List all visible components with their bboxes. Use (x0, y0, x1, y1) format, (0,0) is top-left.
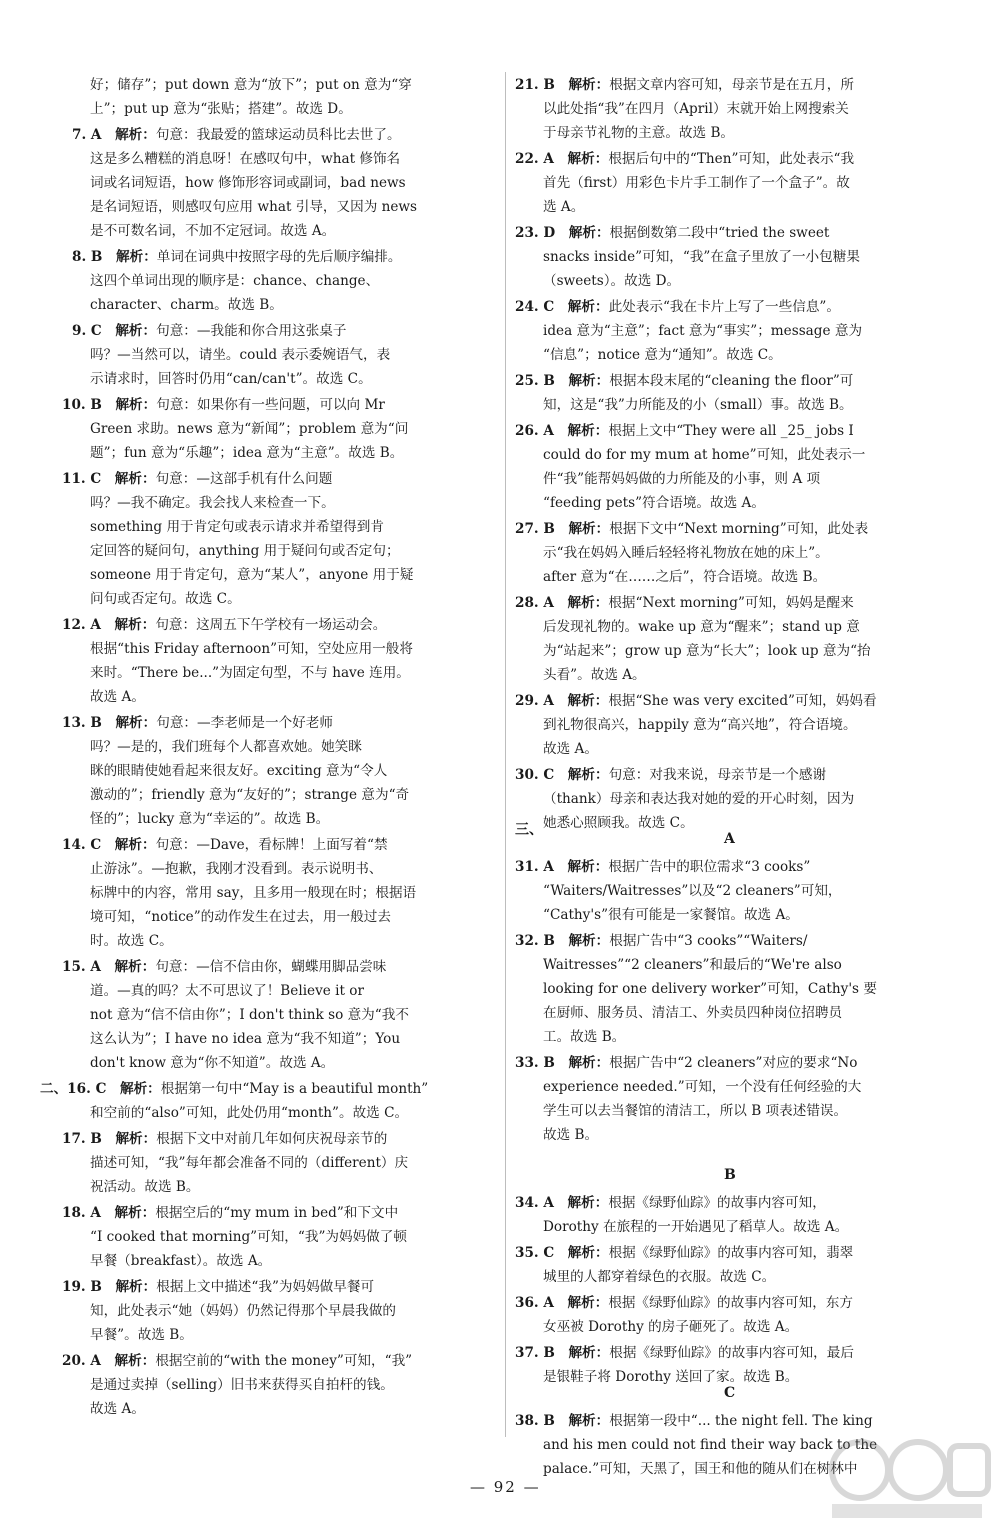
analysis-label: 解析： (567, 151, 609, 167)
line-text: 词或名词短语，how 修饰形容词或副词，bad news (90, 175, 406, 191)
question-number: 27. B (515, 521, 555, 537)
text-line (62, 1277, 374, 1297)
line-text: palace.”可知，天黑了，国王和他的随从们在树林中 (543, 1461, 858, 1477)
analysis-label: 解析： (115, 397, 157, 413)
line-text: 根据上文中“They were all _25_ jobs I (608, 423, 854, 439)
line-text: 选 A。 (543, 199, 585, 215)
line-text: 根据广告中的职位需求“3 cooks” (608, 859, 811, 875)
text-line (62, 615, 386, 635)
analysis-label: 解析： (114, 1205, 156, 1221)
line-text: 根据第一句中“May is a beautiful month” (160, 1081, 429, 1097)
question-number: 26. A (515, 423, 554, 439)
question-number: 29. A (515, 693, 554, 709)
text-line (90, 859, 382, 879)
analysis-label: 解析： (114, 617, 156, 633)
analysis-label: 解析： (568, 373, 610, 389)
question-number: 10. B (62, 397, 102, 413)
line-text: 知，这是“我”力所能及的小（small）事。故选 B。 (543, 397, 853, 413)
question-number: 20. A (62, 1353, 101, 1369)
question-number: 25. B (515, 373, 555, 389)
text-line (62, 957, 386, 977)
text-line (90, 443, 403, 463)
line-text: 女巫被 Dorothy 的房子砸死了。故选 A。 (543, 1319, 799, 1335)
text-line (90, 809, 329, 829)
line-text: 句意：这周五下午学校有一场运动会。 (155, 617, 387, 633)
text-line (543, 1267, 775, 1287)
analysis-label: 解析： (567, 595, 609, 611)
line-text: 这四个单词出现的顺序是：chance、change、 (90, 273, 380, 289)
line-text: 这是多么糟糕的消息呀！在感叹句中，what 修饰名 (90, 151, 401, 167)
text-line (515, 1293, 853, 1313)
analysis-label: 解析： (115, 127, 156, 143)
text-line (90, 541, 400, 561)
text-line (90, 1103, 408, 1123)
analysis-label: 解析： (568, 1055, 610, 1071)
analysis-label: 解析： (568, 933, 610, 949)
line-text: 根据“She was very excited”可知，妈妈看 (608, 693, 877, 709)
line-text: 件“我”能帮妈妈做的力所能及的小事，则 A 项 (543, 471, 821, 487)
text-line (543, 813, 694, 833)
text-line (90, 931, 173, 951)
text-line (72, 125, 401, 145)
text-line (90, 419, 408, 439)
text-line (90, 1227, 407, 1247)
text-line (90, 1053, 334, 1073)
text-line (90, 75, 412, 95)
text-line (543, 1125, 598, 1145)
text-line (90, 761, 387, 781)
line-text: 句意：如果你有一些问题，可以向 Mr (156, 397, 385, 413)
text-line (90, 883, 416, 903)
text-line (543, 445, 865, 465)
line-text: 早餐（breakfast）。故选 A。 (90, 1253, 272, 1269)
text-line (62, 1203, 398, 1223)
question-number: 19. B (62, 1279, 102, 1295)
line-text: 以此处指“我”在四月（April）末就开始上网搜索关 (543, 101, 849, 117)
line-text: 句意：—这部手机有什么问题 (155, 471, 333, 487)
section-three-marker: 三、 (515, 822, 543, 838)
text-line (543, 99, 849, 119)
text-line (90, 197, 417, 217)
text-line (543, 955, 842, 975)
line-text: Green 求助。news 意为“新闻”；problem 意为“问 (90, 421, 409, 437)
line-text: 是银鞋子将 Dorothy 送回了家。故选 B。 (543, 1369, 799, 1385)
line-text: something 用于肯定句或表示请求并希望得到肯 (90, 519, 384, 535)
line-text: 工。故选 B。 (543, 1029, 626, 1045)
text-line (62, 469, 332, 489)
line-text: snacks inside”可知，“我”在盒子里放了一小包糖果 (543, 249, 860, 265)
analysis-label: 解析： (567, 299, 609, 315)
line-text: 根据《绿野仙踪》的故事内容可知，东方 (608, 1295, 853, 1311)
line-text: 句意：—李老师是一个好老师 (156, 715, 333, 731)
line-text: 根据后句中的“Then”可知，此处表示“我 (608, 151, 855, 167)
text-line (62, 713, 333, 733)
text-line (90, 1399, 145, 1419)
line-text: （thank）母亲和表达我对她的爱的开心时刻，因为 (543, 791, 855, 807)
text-line (543, 1077, 861, 1097)
line-text: 知，此处表示“她（妈妈）仍然记得那个早晨我做的 (90, 1303, 397, 1319)
line-text: 这么认为”；I have no idea 意为“我不知道”；You (90, 1031, 401, 1047)
text-line (543, 905, 799, 925)
text-line (90, 1251, 271, 1271)
line-text: 是名词短语，则感叹句应用 what 引导，又因为 news (90, 199, 418, 215)
analysis-label: 解析： (115, 323, 157, 339)
text-line (90, 1375, 394, 1395)
line-text: 怪的”；lucky 意为“幸运的”。故选 B。 (90, 811, 330, 827)
analysis-label: 解析： (115, 1131, 157, 1147)
question-number: 37. B (515, 1345, 555, 1361)
text-line (543, 1101, 847, 1121)
text-line (90, 99, 352, 119)
analysis-label: 解析： (568, 1413, 610, 1429)
text-line (62, 1351, 412, 1371)
line-text: 是不可数名词，不加不定冠词。故选 A。 (90, 223, 336, 239)
text-line (543, 1459, 857, 1479)
line-text: 和空前的“also”可知，此处仍用“month”。故选 C。 (90, 1105, 409, 1121)
line-text: 上”；put up 意为“张贴；搭建”。故选 D。 (90, 101, 352, 117)
line-text: 问句或否定句。故选 C。 (90, 591, 241, 607)
line-text: 好；储存”；put down 意为“放下”；put on 意为“穿 (90, 77, 412, 93)
line-text: 句意：—信不信由你，蝴蝶用脚品尝味 (155, 959, 387, 975)
line-text: 祝活动。故选 B。 (90, 1179, 200, 1195)
line-text: 道。—真的吗？太不可思议了！Believe it or (90, 983, 364, 999)
line-text: 吗？—我不确定。我会找人来检查一下。 (90, 495, 335, 511)
text-line (62, 1129, 387, 1149)
text-line (515, 149, 854, 169)
line-text: 标牌中的内容，常用 say，且多用一般现在时；根据语 (90, 885, 417, 901)
text-line (515, 765, 826, 785)
line-text: 后发现礼物的。wake up 意为“醒来”；stand up 意 (543, 619, 860, 635)
text-line (90, 663, 410, 683)
text-line (40, 1079, 428, 1099)
line-text: 根据“Next morning”可知，妈妈是醒来 (608, 595, 854, 611)
question-number: 28. A (515, 595, 554, 611)
text-line (515, 371, 853, 391)
line-text: experience needed.”可知，一个没有任何经验的大 (543, 1079, 862, 1095)
line-text: 根据广告中“2 cleaners”对应的要求“No (609, 1055, 858, 1071)
text-line (543, 979, 877, 999)
line-text: （sweets）。故选 D。 (543, 273, 681, 289)
analysis-label: 解析： (119, 1081, 161, 1097)
question-number: 24. C (515, 299, 555, 315)
line-text: “Cathy's”很有可能是一家餐馆。故选 A。 (543, 907, 799, 923)
analysis-label: 解析： (114, 959, 156, 975)
question-number: 7. A (72, 127, 102, 143)
line-text: 首先（first）用彩色卡片手工制作了一个盒子”。故 (543, 175, 850, 191)
text-line (515, 223, 829, 243)
analysis-label: 解析： (567, 423, 609, 439)
line-text: 来时。“There be...”为固定句型，不与 have 连用。 (90, 665, 410, 681)
text-line (543, 1003, 842, 1023)
line-text: 故选 A。 (90, 1401, 145, 1417)
text-line (90, 589, 241, 609)
line-text: 境可知，“notice”的动作发生在过去，用一般过去 (90, 909, 391, 925)
line-text: character、charm。故选 B。 (90, 297, 283, 313)
analysis-label: 解析： (567, 1245, 609, 1261)
analysis-label: 解析： (567, 693, 609, 709)
text-line (90, 981, 364, 1001)
text-line (515, 1343, 854, 1363)
page-number: — 92 — (470, 1478, 541, 1496)
line-text: 句意：我最爱的篮球运动员科比去世了。 (155, 127, 401, 143)
text-line (90, 785, 409, 805)
question-number: 11. C (62, 471, 102, 487)
text-line (543, 739, 598, 759)
question-number: 17. B (62, 1131, 102, 1147)
line-text: not 意为“信不信由你”；I don't think so 意为“我不 (90, 1007, 409, 1023)
line-text: 句意：—我能和你合用这张桌子 (156, 323, 347, 339)
line-text: 城里的人都穿着绿色的衣服。故选 C。 (543, 1269, 776, 1285)
line-text: 根据文章内容可知，母亲节是在五月，所 (609, 77, 854, 93)
line-text: 故选 A。 (90, 689, 145, 705)
question-number: 18. A (62, 1205, 101, 1221)
question-number: 31. A (515, 859, 554, 875)
text-line (90, 565, 413, 585)
analysis-label: 解析： (115, 715, 157, 731)
line-text: 吗？—当然可以，请坐。could 表示委婉语气，表 (90, 347, 391, 363)
line-text: 根据空后的“my mum in bed”和下文中 (155, 1205, 399, 1221)
text-line (90, 1153, 408, 1173)
analysis-label: 解析： (568, 225, 610, 241)
line-text: 时。故选 C。 (90, 933, 173, 949)
text-line (90, 1301, 396, 1321)
question-number: 23. D (515, 225, 556, 241)
text-line (90, 737, 362, 757)
text-line (543, 197, 584, 217)
text-line (543, 617, 860, 637)
text-line (515, 297, 840, 317)
question-number: 35. C (515, 1245, 555, 1261)
analysis-label: 解析： (567, 767, 609, 783)
text-line (62, 395, 385, 415)
text-line (543, 665, 646, 685)
line-text: 根据下文中对前几年如何庆祝母亲节的 (156, 1131, 388, 1147)
line-text: “Waiters/Waitresses”以及“2 cleaners”可知， (543, 883, 842, 899)
question-number: 15. A (62, 959, 101, 975)
line-text: 此处表示“我在卡片上写了一些信息”。 (608, 299, 840, 315)
line-text: 根据《绿野仙踪》的故事内容可知，翡翠 (608, 1245, 854, 1261)
line-text: 根据上文中描述“我”为妈妈做早餐可 (156, 1279, 375, 1295)
question-number: 38. B (515, 1413, 555, 1429)
text-line (515, 857, 810, 877)
line-text: 吗？—是的，我们班每个人都喜欢她。她笑眯 (90, 739, 362, 755)
text-line (90, 687, 145, 707)
line-text: 根据倒数第二段中“tried the sweet (609, 225, 830, 241)
text-line (90, 1177, 199, 1197)
analysis-label: 解析： (568, 77, 610, 93)
question-number: 8. B (72, 249, 103, 265)
line-text: 示请求时，回答时仍用“can/can't”。故选 C。 (90, 371, 372, 387)
analysis-label: 解析： (568, 521, 610, 537)
text-line (90, 369, 372, 389)
line-text: 示“我在妈妈入睡后轻轻将礼物放在她的床上”。 (543, 545, 829, 561)
line-text: 根据第一段中“... the night fell. The king (609, 1413, 873, 1429)
line-text: 早餐”。故选 B。 (90, 1327, 193, 1343)
analysis-label: 解析： (567, 1295, 609, 1311)
question-number: 30. C (515, 767, 555, 783)
text-line (515, 519, 868, 539)
text-line (515, 593, 854, 613)
line-text: 描述可知，“我”每年都会准备不同的（different）庆 (90, 1155, 409, 1171)
line-text: 根据空前的“with the money”可知，“我” (155, 1353, 413, 1369)
text-line (90, 295, 283, 315)
text-line (543, 1027, 625, 1047)
text-line (515, 1243, 853, 1263)
passage-a-label: A (724, 831, 735, 847)
line-text: after 意为“在……之后”，符合语境。故选 B。 (543, 569, 827, 585)
line-text: idea 意为“主意”；fact 意为“事实”；message 意为 (543, 323, 863, 339)
text-line (515, 1193, 826, 1213)
text-line (515, 1411, 873, 1431)
line-text: 根据广告中“3 cooks”“Waiters/ (609, 933, 808, 949)
text-line (543, 493, 765, 513)
line-text: 故选 A。 (543, 741, 598, 757)
analysis-label: 解析： (114, 471, 156, 487)
line-text: someone 用于肯定句，意为“某人”，anyone 用于疑 (90, 567, 414, 583)
line-text: 激动的”；friendly 意为“友好的”；strange 意为“奇 (90, 787, 410, 803)
line-text: 为“站起来”；grow up 意为“长大”；look up 意为“抬 (543, 643, 871, 659)
text-line (90, 1325, 193, 1345)
watermark-logo (820, 1432, 995, 1522)
line-text: 单词在词典中按照字母的先后顺序编排。 (156, 249, 402, 265)
line-text: “信息”；notice 意为“通知”。故选 C。 (543, 347, 782, 363)
text-line (515, 1053, 857, 1073)
text-line (90, 517, 384, 537)
question-number: 二、16. C (40, 1081, 107, 1097)
text-line (515, 75, 854, 95)
question-number: 33. B (515, 1055, 555, 1071)
text-line (62, 835, 388, 855)
line-text: 眯的眼睛使她看起来很友好。exciting 意为“令人 (90, 763, 388, 779)
text-line (543, 1367, 798, 1387)
passage-c-label: C (724, 1385, 736, 1401)
line-text: 根据“this Friday afternoon”可知，空处应用一般将 (90, 641, 413, 657)
text-line (515, 691, 877, 711)
text-line (543, 395, 853, 415)
text-line (90, 1029, 400, 1049)
text-line (543, 321, 862, 341)
analysis-label: 解析： (114, 1353, 156, 1369)
text-line (543, 345, 782, 365)
line-text: 学生可以去当餐馆的清洁工，所以 B 项表述错误。 (543, 1103, 848, 1119)
analysis-label: 解析： (567, 1195, 609, 1211)
text-line (543, 1217, 848, 1237)
text-line (90, 907, 391, 927)
line-text: and his men could not find their way back to the (543, 1437, 878, 1453)
line-text: 句意：对我来说，母亲节是一个感谢 (608, 767, 827, 783)
text-line (543, 567, 826, 587)
line-text: looking for one delivery worker”可知，Cathy's 要 (543, 981, 877, 997)
text-line (543, 641, 871, 661)
passage-b-label: B (724, 1167, 736, 1183)
line-text: “feeding pets”符合语境。故选 A。 (543, 495, 765, 511)
analysis-label: 解析： (115, 1279, 157, 1295)
question-number: 34. A (515, 1195, 554, 1211)
text-line (543, 1317, 798, 1337)
line-text: 题”；fun 意为“乐趣”；idea 意为“主意”。故选 B。 (90, 445, 404, 461)
line-text: 根据《绿野仙踪》的故事内容可知， (608, 1195, 826, 1211)
line-text: 她悉心照顾我。故选 C。 (543, 815, 694, 831)
analysis-label: 解析： (567, 859, 609, 875)
text-line (543, 881, 842, 901)
line-text: 止游泳”。—抱歉，我刚才没看到。表示说明书、 (90, 861, 383, 877)
text-line (543, 271, 680, 291)
text-line (543, 715, 857, 735)
text-line (90, 639, 413, 659)
question-number: 12. A (62, 617, 101, 633)
line-text: 于母亲节礼物的主意。故选 B。 (543, 125, 735, 141)
text-line (90, 1005, 409, 1025)
text-line (90, 173, 406, 193)
text-line (543, 247, 860, 267)
question-number: 36. A (515, 1295, 554, 1311)
line-text: Waitresses”“2 cleaners”和最后的“We're also (543, 957, 842, 973)
line-text: 头看”。故选 A。 (543, 667, 646, 683)
line-text: 句意：—Dave，看标牌！上面写着“禁 (155, 837, 388, 853)
line-text: “I cooked that morning”可知，“我”为妈妈做了顿 (90, 1229, 407, 1245)
line-text: 根据下文中“Next morning”可知，此处表 (609, 521, 869, 537)
text-line (515, 421, 854, 441)
column-divider (505, 72, 506, 1437)
text-line (90, 345, 390, 365)
text-line (543, 469, 820, 489)
question-number: 13. B (62, 715, 102, 731)
text-line (90, 221, 335, 241)
text-line (543, 789, 854, 809)
text-line (72, 247, 401, 267)
line-text: 根据本段末尾的“cleaning the floor”可 (609, 373, 854, 389)
line-text: don't know 意为“你不知道”。故选 A。 (90, 1055, 335, 1071)
line-text: Dorothy 在旅程的一开始遇见了稻草人。故选 A。 (543, 1219, 849, 1235)
question-number: 14. C (62, 837, 102, 853)
text-line (515, 931, 807, 951)
line-text: 到礼物很高兴，happily 意为“高兴地”，符合语境。 (543, 717, 857, 733)
question-number: 9. C (72, 323, 102, 339)
line-text: could do for my mum at home”可知，此处表示一 (543, 447, 866, 463)
line-text: 故选 B。 (543, 1127, 599, 1143)
analysis-label: 解析： (116, 249, 157, 265)
text-line (90, 493, 335, 513)
question-number: 22. A (515, 151, 554, 167)
text-line (543, 543, 829, 563)
text-line (90, 149, 400, 169)
analysis-label: 解析： (568, 1345, 610, 1361)
question-number: 21. B (515, 77, 555, 93)
text-line (90, 271, 379, 291)
line-text: 根据《绿野仙踪》的故事内容可知，最后 (609, 1345, 854, 1361)
line-text: 在厨师、服务员、清洁工、外卖员四种岗位招聘员 (543, 1005, 843, 1021)
line-text: 是通过卖掉（selling）旧书来获得买自拍杆的钱。 (90, 1377, 394, 1393)
text-line (72, 321, 346, 341)
line-text: 定回答的疑问句，anything 用于疑问句或否定句； (90, 543, 400, 559)
text-line (543, 173, 850, 193)
analysis-label: 解析： (114, 837, 156, 853)
question-number: 32. B (515, 933, 555, 949)
text-line (543, 123, 734, 143)
